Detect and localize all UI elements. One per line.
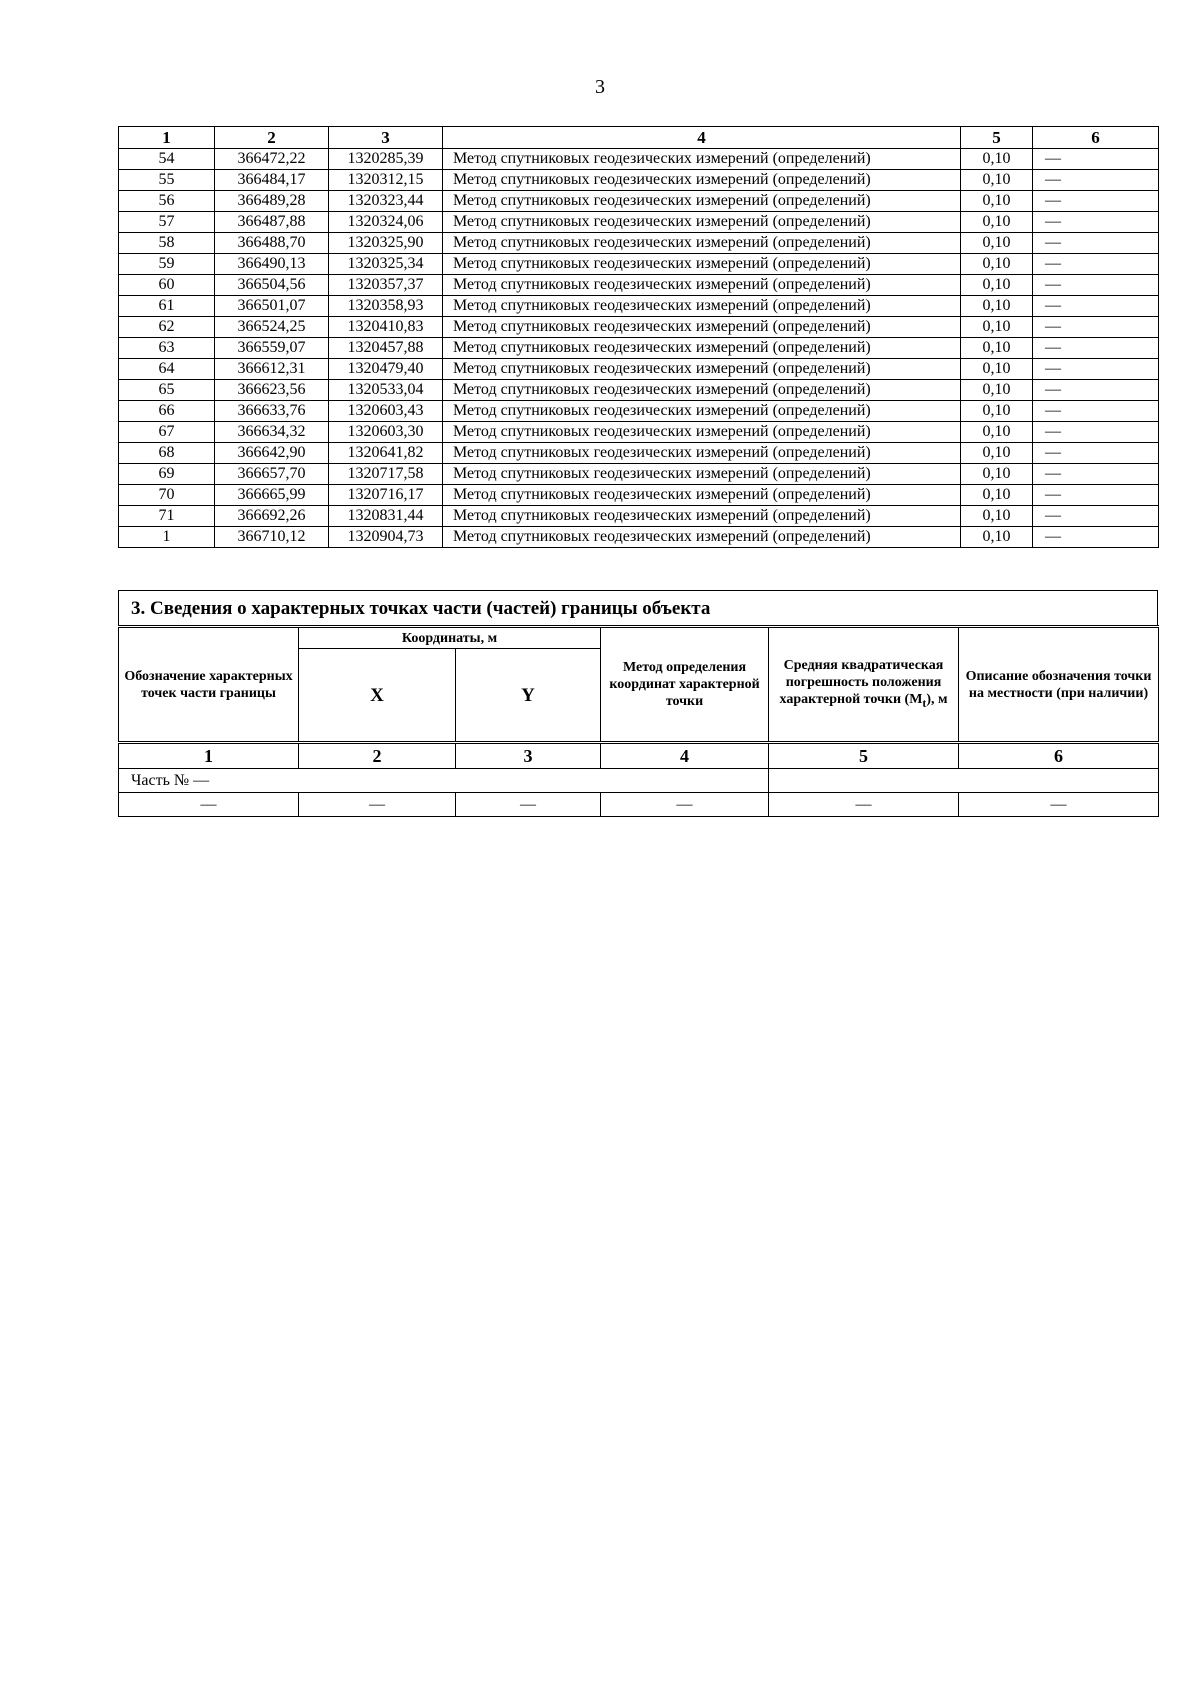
table-row [119, 191, 1159, 212]
part-empty-row [119, 793, 1159, 817]
error-cell: 0,10 [961, 422, 1033, 443]
method-cell: Метод спутниковых геодезических измерений (определений) [443, 527, 961, 548]
part-row [119, 769, 1159, 793]
coord-y-cell: 1320831,44 [329, 506, 443, 527]
coord-y-cell: 1320479,40 [329, 359, 443, 380]
table-row [119, 317, 1159, 338]
table-row [119, 401, 1159, 422]
coord-x-cell: 366612,31 [215, 359, 329, 380]
table-row [119, 380, 1159, 401]
column-number-6: 6 [959, 743, 1159, 769]
coord-x-cell: 366472,22 [215, 149, 329, 170]
description-cell: — [1033, 233, 1159, 254]
coord-x-cell: 366524,25 [215, 317, 329, 338]
description-cell: — [1033, 149, 1159, 170]
method-cell: Метод спутниковых геодезических измерений (определений) [443, 401, 961, 422]
point-number-cell: 70 [119, 485, 215, 506]
method-cell: Метод спутниковых геодезических измерений (определений) [443, 170, 961, 191]
coord-y-cell: 1320603,30 [329, 422, 443, 443]
point-number-cell: 56 [119, 191, 215, 212]
coord-y-cell: 1320410,83 [329, 317, 443, 338]
point-number-cell: 55 [119, 170, 215, 191]
description-cell: — [1033, 212, 1159, 233]
error-cell: 0,10 [961, 359, 1033, 380]
description-cell: — [1033, 527, 1159, 548]
header-error-subscript: t [922, 696, 927, 710]
coord-y-cell: 1320603,43 [329, 401, 443, 422]
table-row [119, 485, 1159, 506]
column-header-1: 1 [119, 127, 215, 149]
error-cell: 0,10 [961, 149, 1033, 170]
point-number-cell: 63 [119, 338, 215, 359]
table-row [119, 338, 1159, 359]
error-cell: 0,10 [961, 212, 1033, 233]
method-cell: Метод спутниковых геодезических измерений (определений) [443, 149, 961, 170]
description-cell: — [1033, 191, 1159, 212]
method-cell: Метод спутниковых геодезических измерений (определений) [443, 191, 961, 212]
section-3 [118, 590, 1158, 817]
method-cell: Метод спутниковых геодезических измерений (определений) [443, 359, 961, 380]
header-error-main: Средняя квадратическая погрешность положения характерной точки (M [779, 658, 944, 708]
coord-y-cell: 1320457,88 [329, 338, 443, 359]
error-cell: 0,10 [961, 317, 1033, 338]
method-cell: Метод спутниковых геодезических измерений (определений) [443, 317, 961, 338]
coord-y-cell: 1320641,82 [329, 443, 443, 464]
coord-x-cell: 366559,07 [215, 338, 329, 359]
error-cell: 0,10 [961, 401, 1033, 422]
error-cell: 0,10 [961, 380, 1033, 401]
point-number-cell: 59 [119, 254, 215, 275]
table-row [119, 170, 1159, 191]
error-cell: 0,10 [961, 233, 1033, 254]
description-cell: — [1033, 338, 1159, 359]
empty-dash-cell: — [959, 793, 1159, 817]
description-cell: — [1033, 380, 1159, 401]
method-cell: Метод спутниковых геодезических измерений (определений) [443, 422, 961, 443]
coord-y-cell: 1320324,06 [329, 212, 443, 233]
point-number-cell: 58 [119, 233, 215, 254]
point-number-cell: 67 [119, 422, 215, 443]
error-cell: 0,10 [961, 443, 1033, 464]
table-row [119, 296, 1159, 317]
point-number-cell: 69 [119, 464, 215, 485]
coordinates-table-header-row [119, 127, 1159, 149]
part-table-header-row-1 [119, 627, 1159, 649]
coordinates-table-body [119, 149, 1159, 548]
column-number-5: 5 [769, 743, 959, 769]
coord-x-cell: 366634,32 [215, 422, 329, 443]
column-header-5: 5 [961, 127, 1033, 149]
error-cell: 0,10 [961, 485, 1033, 506]
coord-y-cell: 1320357,37 [329, 275, 443, 296]
empty-dash-cell: — [456, 793, 601, 817]
column-header-6: 6 [1033, 127, 1159, 149]
description-cell: — [1033, 485, 1159, 506]
description-cell: — [1033, 464, 1159, 485]
method-cell: Метод спутниковых геодезических измерений (определений) [443, 233, 961, 254]
method-cell: Метод спутниковых геодезических измерений (определений) [443, 212, 961, 233]
method-cell: Метод спутниковых геодезических измерений (определений) [443, 296, 961, 317]
table-row [119, 275, 1159, 296]
error-cell: 0,10 [961, 296, 1033, 317]
coord-x-cell: 366665,99 [215, 485, 329, 506]
header-designation: Обозначение характерных точек части границы [119, 627, 299, 743]
part-table-column-numbers [119, 743, 1159, 769]
description-cell: — [1033, 443, 1159, 464]
description-cell: — [1033, 506, 1159, 527]
coord-y-cell: 1320323,44 [329, 191, 443, 212]
column-number-4: 4 [601, 743, 769, 769]
description-cell: — [1033, 359, 1159, 380]
coord-x-cell: 366490,13 [215, 254, 329, 275]
coord-y-cell: 1320312,15 [329, 170, 443, 191]
error-cell: 0,10 [961, 170, 1033, 191]
empty-dash-cell: — [601, 793, 769, 817]
method-cell: Метод спутниковых геодезических измерений (определений) [443, 464, 961, 485]
column-header-3: 3 [329, 127, 443, 149]
empty-dash-cell: — [769, 793, 959, 817]
point-number-cell: 61 [119, 296, 215, 317]
point-number-cell: 66 [119, 401, 215, 422]
point-number-cell: 62 [119, 317, 215, 338]
error-cell: 0,10 [961, 506, 1033, 527]
point-number-cell: 54 [119, 149, 215, 170]
coord-x-cell: 366501,07 [215, 296, 329, 317]
table-row [119, 464, 1159, 485]
table-row [119, 506, 1159, 527]
column-number-1: 1 [119, 743, 299, 769]
header-coordinates: Координаты, м [299, 627, 601, 649]
empty-dash-cell: — [119, 793, 299, 817]
header-error-tail: ), м [926, 692, 948, 708]
description-cell: — [1033, 422, 1159, 443]
coord-y-cell: 1320533,04 [329, 380, 443, 401]
description-cell: — [1033, 317, 1159, 338]
point-number-cell: 64 [119, 359, 215, 380]
coord-x-cell: 366692,26 [215, 506, 329, 527]
header-x: X [299, 649, 456, 743]
description-cell: — [1033, 254, 1159, 275]
empty-dash-cell: — [299, 793, 456, 817]
coord-x-cell: 366484,17 [215, 170, 329, 191]
part-points-table [118, 625, 1159, 817]
point-number-cell: 71 [119, 506, 215, 527]
part-label: Часть № — [119, 769, 769, 793]
error-cell: 0,10 [961, 338, 1033, 359]
header-description: Описание обозначения точки на местности (при наличии) [959, 627, 1159, 743]
method-cell: Метод спутниковых геодезических измерений (определений) [443, 380, 961, 401]
description-cell: — [1033, 275, 1159, 296]
error-cell: 0,10 [961, 464, 1033, 485]
coord-x-cell: 366489,28 [215, 191, 329, 212]
error-cell: 0,10 [961, 275, 1033, 296]
coord-x-cell: 366642,90 [215, 443, 329, 464]
coord-x-cell: 366657,70 [215, 464, 329, 485]
coord-x-cell: 366487,88 [215, 212, 329, 233]
method-cell: Метод спутниковых геодезических измерений (определений) [443, 506, 961, 527]
coord-y-cell: 1320716,17 [329, 485, 443, 506]
point-number-cell: 57 [119, 212, 215, 233]
method-cell: Метод спутниковых геодезических измерений (определений) [443, 275, 961, 296]
table-row [119, 149, 1159, 170]
coord-y-cell: 1320358,93 [329, 296, 443, 317]
coord-y-cell: 1320285,39 [329, 149, 443, 170]
table-row [119, 527, 1159, 548]
header-y: Y [456, 649, 601, 743]
coord-x-cell: 366488,70 [215, 233, 329, 254]
coord-y-cell: 1320717,58 [329, 464, 443, 485]
header-method: Метод определения координат характерной точки [601, 627, 769, 743]
error-cell: 0,10 [961, 191, 1033, 212]
error-cell: 0,10 [961, 527, 1033, 548]
point-number-cell: 60 [119, 275, 215, 296]
method-cell: Метод спутниковых геодезических измерений (определений) [443, 338, 961, 359]
coord-x-cell: 366710,12 [215, 527, 329, 548]
table-row [119, 359, 1159, 380]
header-error [769, 627, 959, 743]
method-cell: Метод спутниковых геодезических измерений (определений) [443, 485, 961, 506]
method-cell: Метод спутниковых геодезических измерений (определений) [443, 443, 961, 464]
point-number-cell: 68 [119, 443, 215, 464]
section-3-title: 3. Сведения о характерных точках части (частей) границы объекта [118, 590, 1158, 625]
error-cell: 0,10 [961, 254, 1033, 275]
table-row [119, 422, 1159, 443]
page-number: 3 [595, 76, 605, 98]
point-number-cell: 1 [119, 527, 215, 548]
column-header-4: 4 [443, 127, 961, 149]
coord-y-cell: 1320904,73 [329, 527, 443, 548]
description-cell: — [1033, 170, 1159, 191]
description-cell: — [1033, 296, 1159, 317]
coord-x-cell: 366633,76 [215, 401, 329, 422]
coord-x-cell: 366623,56 [215, 380, 329, 401]
coordinates-table [118, 126, 1159, 548]
coord-x-cell: 366504,56 [215, 275, 329, 296]
table-row [119, 233, 1159, 254]
table-row [119, 254, 1159, 275]
column-number-2: 2 [299, 743, 456, 769]
coord-y-cell: 1320325,34 [329, 254, 443, 275]
column-header-2: 2 [215, 127, 329, 149]
method-cell: Метод спутниковых геодезических измерений (определений) [443, 254, 961, 275]
description-cell: — [1033, 401, 1159, 422]
part-row-blank [769, 769, 1159, 793]
table-row [119, 443, 1159, 464]
table-row [119, 212, 1159, 233]
column-number-3: 3 [456, 743, 601, 769]
coord-y-cell: 1320325,90 [329, 233, 443, 254]
point-number-cell: 65 [119, 380, 215, 401]
